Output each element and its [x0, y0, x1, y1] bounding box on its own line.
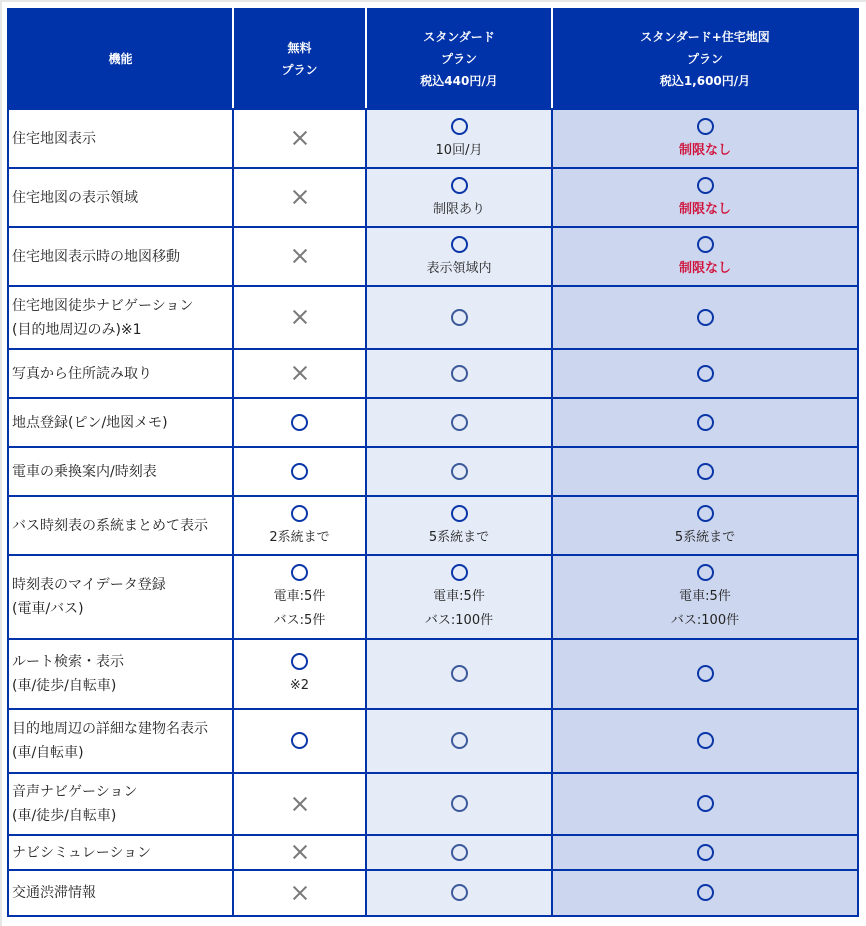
- feature-label: 時刻表のマイデータ登録: [12, 577, 166, 593]
- free-plan-cell: [233, 555, 366, 639]
- header-feature-label: 機能: [108, 52, 133, 66]
- table-row: [8, 835, 858, 870]
- feature-label: 地点登録(ピン/地図メモ): [12, 414, 168, 431]
- table-row: [8, 168, 858, 227]
- circle-available-icon: [451, 844, 468, 861]
- standard-plan-cell: [366, 109, 552, 168]
- cross-unavailable-icon: [292, 248, 308, 264]
- feature-label: 住宅地図の表示領域: [12, 189, 138, 206]
- mark-wrap: [234, 245, 365, 269]
- header-plus-price: 税込1,600円/月: [659, 74, 751, 88]
- mark-wrap: [367, 460, 551, 484]
- mark-wrap: [553, 729, 857, 753]
- standard-plus-plan-cell: [552, 496, 858, 555]
- free-plan-cell: [233, 168, 366, 227]
- circle-available-icon: [451, 884, 468, 901]
- header-standard-plan-label: プラン: [440, 52, 477, 66]
- standard-plus-plan-cell: [552, 168, 858, 227]
- mark-wrap: [367, 561, 551, 585]
- free-plan-cell: [233, 835, 366, 870]
- free-plan-cell: [233, 639, 366, 709]
- circle-available-icon: [697, 795, 714, 812]
- cross-unavailable-icon: [292, 130, 308, 146]
- circle-available-icon: [451, 309, 468, 326]
- feature-label: (車/自転車): [12, 745, 84, 761]
- mark-wrap: [234, 186, 365, 210]
- circle-available-icon: [451, 795, 468, 812]
- feature-cell: [8, 447, 233, 496]
- header-standard-name: スタンダード: [423, 30, 495, 44]
- cell-note: 5系統まで: [674, 529, 736, 545]
- mark-wrap: [553, 502, 857, 526]
- cell-note: 制限なし: [678, 201, 731, 217]
- standard-plan-cell: [366, 709, 552, 773]
- cell-note: 制限あり: [432, 201, 485, 217]
- table-row: [8, 227, 858, 286]
- feature-cell: [8, 496, 233, 555]
- circle-available-icon: [451, 665, 468, 682]
- mark-wrap: [553, 362, 857, 386]
- feature-cell: [8, 286, 233, 349]
- mark-wrap: [234, 561, 365, 585]
- feature-cell: [8, 109, 233, 168]
- mark-wrap: [367, 362, 551, 386]
- mark-wrap: [234, 127, 365, 151]
- circle-available-icon: [291, 564, 308, 581]
- table-body: [8, 109, 858, 916]
- header-feature: [8, 9, 233, 109]
- header-free-plan: [233, 9, 366, 109]
- table-row: [8, 349, 858, 398]
- table-row: [8, 496, 858, 555]
- standard-plus-plan-cell: [552, 349, 858, 398]
- mark-wrap: [234, 729, 365, 753]
- mark-wrap: [234, 650, 365, 674]
- circle-available-icon: [697, 564, 714, 581]
- mark-wrap: [234, 792, 365, 816]
- mark-wrap: [234, 841, 365, 865]
- mark-wrap: [234, 362, 365, 386]
- mark-wrap: [367, 881, 551, 905]
- standard-plan-cell: [366, 168, 552, 227]
- mark-wrap: [553, 306, 857, 330]
- mark-wrap: [367, 729, 551, 753]
- feature-label: 住宅地図表示時の地図移動: [12, 248, 180, 265]
- feature-label: 音声ナビゲーション: [12, 784, 138, 800]
- feature-cell: [8, 773, 233, 835]
- standard-plan-cell: [366, 555, 552, 639]
- cell-note: 制限なし: [678, 142, 731, 158]
- mark-wrap: [367, 792, 551, 816]
- standard-plus-plan-cell: [552, 398, 858, 447]
- mark-wrap: [553, 881, 857, 905]
- feature-cell: [8, 398, 233, 447]
- standard-plan-cell: [366, 496, 552, 555]
- circle-available-icon: [697, 732, 714, 749]
- standard-plan-cell: [366, 639, 552, 709]
- cell-note: 表示領域内: [426, 260, 492, 276]
- header-free-name: 無料: [287, 41, 312, 55]
- mark-wrap: [367, 841, 551, 865]
- header-standard-plus-plan: [552, 9, 858, 109]
- circle-available-icon: [697, 177, 714, 194]
- standard-plus-plan-cell: [552, 109, 858, 168]
- standard-plan-cell: [366, 227, 552, 286]
- table-row: [8, 286, 858, 349]
- feature-label: 電車の乗換案内/時刻表: [12, 463, 157, 480]
- circle-available-icon: [451, 505, 468, 522]
- feature-label: 交通渋滞情報: [12, 885, 96, 901]
- mark-wrap: [553, 561, 857, 585]
- circle-available-icon: [697, 365, 714, 382]
- mark-wrap: [367, 662, 551, 686]
- mark-wrap: [553, 841, 857, 865]
- standard-plus-plan-cell: [552, 835, 858, 870]
- mark-wrap: [234, 502, 365, 526]
- cross-unavailable-icon: [292, 189, 308, 205]
- table-row: [8, 773, 858, 835]
- circle-available-icon: [451, 365, 468, 382]
- circle-available-icon: [291, 414, 308, 431]
- circle-available-icon: [697, 463, 714, 480]
- table-row: [8, 109, 858, 168]
- circle-available-icon: [697, 844, 714, 861]
- circle-available-icon: [697, 505, 714, 522]
- feature-label: 写真から住所読み取り: [12, 365, 152, 382]
- standard-plus-plan-cell: [552, 227, 858, 286]
- mark-wrap: [553, 174, 857, 198]
- mark-wrap: [553, 460, 857, 484]
- free-plan-cell: [233, 709, 366, 773]
- mark-wrap: [234, 881, 365, 905]
- feature-label: (車/徒歩/自転車): [12, 808, 117, 824]
- mark-wrap: [367, 502, 551, 526]
- feature-label: ルート検索・表示: [12, 654, 124, 670]
- header-plus-plan-label: プラン: [686, 52, 723, 66]
- circle-available-icon: [451, 732, 468, 749]
- mark-wrap: [367, 115, 551, 139]
- mark-wrap: [553, 662, 857, 686]
- circle-available-icon: [697, 118, 714, 135]
- cross-unavailable-icon: [292, 796, 308, 812]
- standard-plus-plan-cell: [552, 709, 858, 773]
- free-plan-cell: [233, 496, 366, 555]
- header-row: [8, 9, 858, 109]
- cell-note: 2系統まで: [269, 529, 330, 545]
- standard-plus-plan-cell: [552, 447, 858, 496]
- cell-note: バス:5件: [273, 613, 326, 628]
- circle-available-icon: [697, 884, 714, 901]
- free-plan-cell: [233, 286, 366, 349]
- circle-available-icon: [451, 177, 468, 194]
- cross-unavailable-icon: [292, 844, 308, 860]
- circle-available-icon: [291, 505, 308, 522]
- free-plan-cell: [233, 447, 366, 496]
- mark-wrap: [367, 174, 551, 198]
- standard-plan-cell: [366, 398, 552, 447]
- mark-wrap: [367, 411, 551, 435]
- standard-plus-plan-cell: [552, 639, 858, 709]
- cell-note: 10回/月: [435, 142, 483, 158]
- header-standard-plan: [366, 9, 552, 109]
- cross-unavailable-icon: [292, 365, 308, 381]
- circle-available-icon: [451, 414, 468, 431]
- cell-note: ※2: [289, 678, 310, 693]
- mark-wrap: [367, 306, 551, 330]
- circle-available-icon: [697, 309, 714, 326]
- feature-label: バス時刻表の系統まとめて表示: [12, 517, 208, 534]
- standard-plan-cell: [366, 447, 552, 496]
- standard-plus-plan-cell: [552, 870, 858, 916]
- feature-cell: [8, 168, 233, 227]
- free-plan-cell: [233, 870, 366, 916]
- feature-label: (車/徒歩/自転車): [12, 678, 117, 694]
- feature-label: (電車/バス): [12, 601, 84, 617]
- free-plan-cell: [233, 227, 366, 286]
- feature-cell: [8, 709, 233, 773]
- cell-note: 電車:5件: [433, 589, 485, 604]
- feature-label: (目的地周辺のみ)※1: [12, 321, 142, 338]
- cell-note: 5系統まで: [428, 529, 490, 545]
- circle-available-icon: [697, 414, 714, 431]
- table-row: [8, 555, 858, 639]
- mark-wrap: [234, 411, 365, 435]
- table-row: [8, 398, 858, 447]
- cell-note: 電車:5件: [273, 589, 326, 604]
- cell-note: 電車:5件: [679, 589, 731, 604]
- feature-label: 住宅地図徒歩ナビゲーション: [12, 297, 194, 314]
- circle-available-icon: [697, 665, 714, 682]
- circle-available-icon: [451, 118, 468, 135]
- mark-wrap: [234, 460, 365, 484]
- standard-plan-cell: [366, 835, 552, 870]
- table-row: [8, 447, 858, 496]
- feature-label: 目的地周辺の詳細な建物名表示: [12, 721, 208, 737]
- feature-label: 住宅地図表示: [12, 130, 96, 147]
- table-row: [8, 709, 858, 773]
- cell-note: 制限なし: [678, 260, 731, 276]
- mark-wrap: [553, 411, 857, 435]
- standard-plus-plan-cell: [552, 555, 858, 639]
- standard-plus-plan-cell: [552, 773, 858, 835]
- standard-plus-plan-cell: [552, 286, 858, 349]
- table-row: [8, 639, 858, 709]
- cross-unavailable-icon: [292, 309, 308, 325]
- cell-note: バス:100件: [424, 613, 494, 628]
- mark-wrap: [367, 233, 551, 257]
- free-plan-cell: [233, 773, 366, 835]
- feature-cell: [8, 835, 233, 870]
- mark-wrap: [553, 233, 857, 257]
- free-plan-cell: [233, 398, 366, 447]
- mark-wrap: [553, 792, 857, 816]
- table-row: [8, 870, 858, 916]
- standard-plan-cell: [366, 286, 552, 349]
- standard-plan-cell: [366, 773, 552, 835]
- standard-plan-cell: [366, 349, 552, 398]
- circle-available-icon: [451, 564, 468, 581]
- circle-available-icon: [291, 653, 308, 670]
- mark-wrap: [234, 306, 365, 330]
- standard-plan-cell: [366, 870, 552, 916]
- header-plus-name: スタンダード+住宅地図: [640, 30, 770, 44]
- header-free-plan-label: プラン: [281, 63, 318, 77]
- circle-available-icon: [291, 732, 308, 749]
- feature-label: ナビシミュレーション: [12, 844, 152, 861]
- cross-unavailable-icon: [292, 885, 308, 901]
- circle-available-icon: [451, 236, 468, 253]
- feature-cell: [8, 227, 233, 286]
- circle-available-icon: [697, 236, 714, 253]
- feature-cell: [8, 349, 233, 398]
- cell-note: バス:100件: [670, 613, 740, 628]
- header-standard-price: 税込440円/月: [420, 74, 498, 88]
- feature-cell: [8, 870, 233, 916]
- free-plan-cell: [233, 349, 366, 398]
- plan-comparison-table: [7, 8, 859, 917]
- circle-available-icon: [291, 463, 308, 480]
- mark-wrap: [553, 115, 857, 139]
- circle-available-icon: [451, 463, 468, 480]
- free-plan-cell: [233, 109, 366, 168]
- feature-cell: [8, 639, 233, 709]
- feature-cell: [8, 555, 233, 639]
